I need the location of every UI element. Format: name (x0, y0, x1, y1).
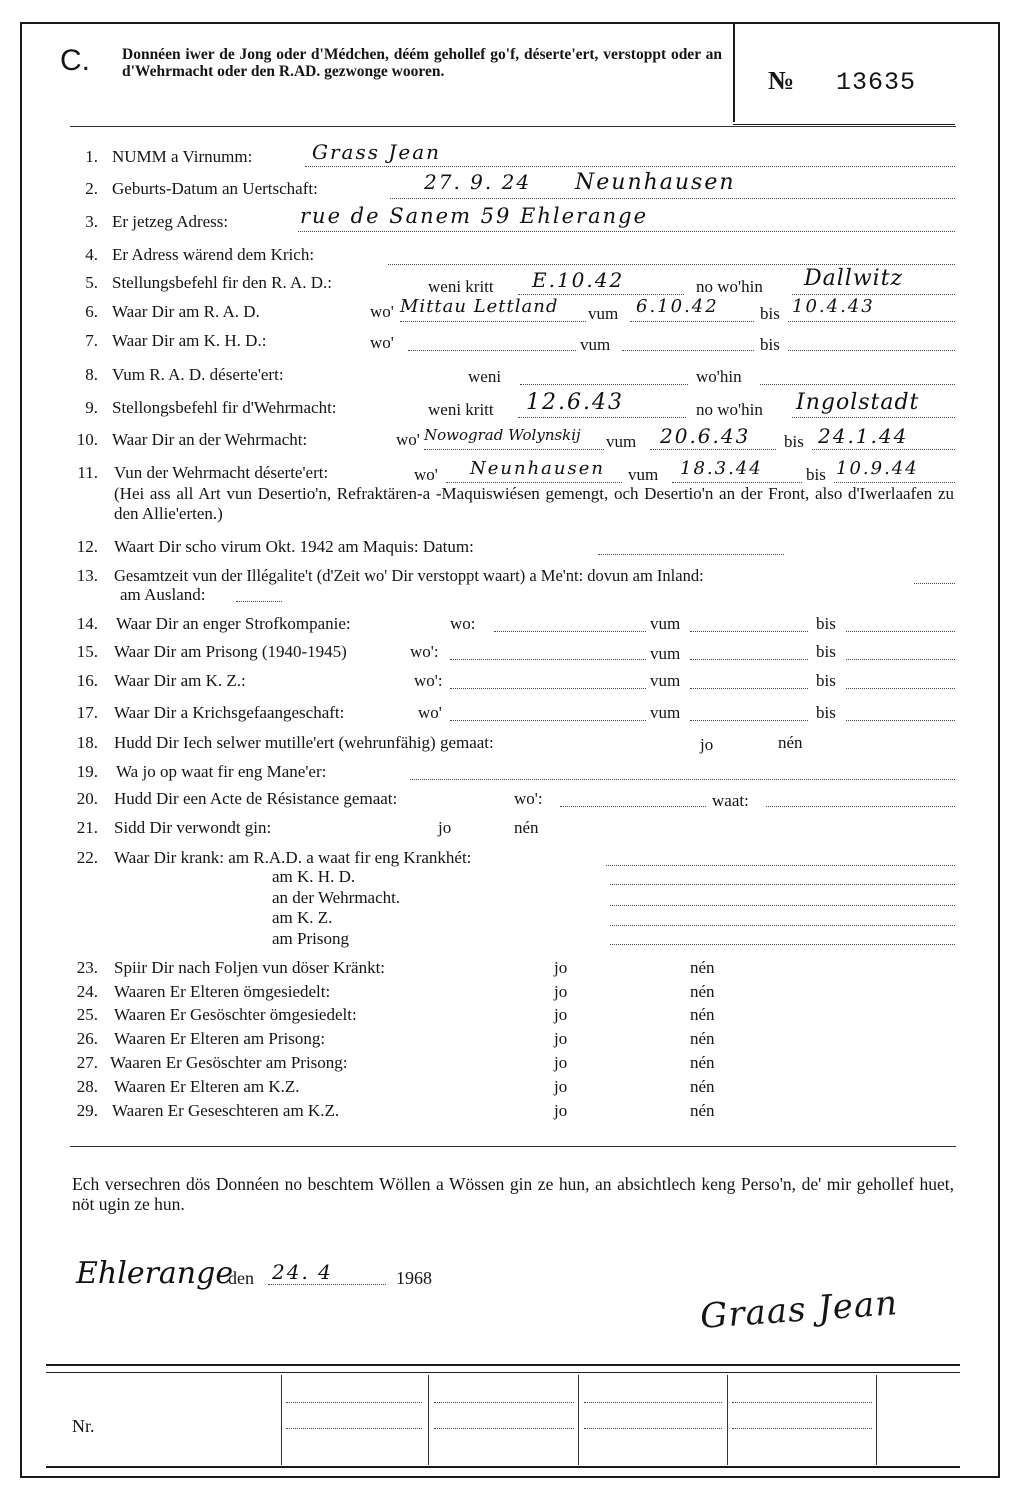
row-number: 23. (76, 958, 98, 977)
footer-fill-line (584, 1402, 722, 1403)
field-label: Hudd Dir Iech selwer mutille'ert (wehrunfähig) gemaat: (114, 733, 494, 752)
vum-label: vum (606, 432, 637, 451)
row-number: 26. (76, 1029, 98, 1048)
row-number: 29. (76, 1101, 98, 1120)
row-number: 10. (76, 430, 98, 449)
sub-label: am K. H. D. (272, 867, 356, 886)
row-number: 13. (76, 566, 98, 585)
row-number: 9. (85, 398, 98, 417)
signing-place[interactable]: Ehlerange (76, 1256, 234, 1291)
header-underline (733, 124, 955, 125)
fill-line (494, 631, 646, 632)
field-label: Stellungsbefehl fir den R. A. D.: (112, 273, 333, 292)
fill-line (760, 384, 955, 385)
field-label: Waaren Er Gesöschter am Prisong: (110, 1053, 348, 1072)
field-label: Waar Dir a Krichsgefaangeschaft: (114, 703, 345, 722)
field-label: Waar Dir an der Wehrmacht: (112, 430, 308, 449)
wohin-label: wo'hin (696, 367, 742, 386)
fill-line (766, 806, 955, 807)
footer-fill-line (434, 1402, 574, 1403)
row-number: 3. (85, 212, 98, 231)
fill-line (630, 321, 754, 322)
fill-line (690, 631, 808, 632)
form-title: Donnéen iwer de Jong oder d'Médchen, déém gehollef go'f, déserte'ert, verstoppt oder an d'Wehrmacht oder den R.AD. gezwonge wooren. (122, 46, 722, 80)
fill-line (446, 482, 622, 483)
desertion-note: (Hei ass all Art vun Desertio'n, Refraktären-a -Maquiswiésen gemengt, och Desertio'n an der Front, also d'Iwerlaafen zu den Allie'erten.) (114, 484, 954, 523)
vum-label: vum (628, 465, 659, 484)
bis-label: bis (760, 304, 780, 323)
field-label: NUMM a Virnumm: (112, 147, 253, 166)
rad-to[interactable]: 10.4.43 (792, 296, 875, 317)
row-number: 12. (76, 537, 98, 556)
fill-line (236, 601, 282, 602)
fill-line (560, 806, 706, 807)
footer-column-divider (428, 1375, 429, 1465)
row-number: 15. (76, 642, 98, 661)
row-number: 5. (85, 273, 98, 292)
vum-label: vum (580, 335, 611, 354)
wo-label: wo': (514, 789, 543, 808)
fill-line (650, 449, 776, 450)
field-label: Waart Dir scho virum Okt. 1942 am Maquis: Datum: (114, 537, 474, 556)
birth-place-value[interactable]: Neunhausen (575, 170, 736, 195)
wo-label: wo' (396, 430, 420, 449)
no-option[interactable]: nén (690, 1029, 715, 1048)
rad-order-place[interactable]: Dallwitz (804, 266, 904, 291)
fill-line (690, 659, 808, 660)
sub-label: am K. Z. (272, 908, 333, 927)
bis-label: bis (816, 614, 836, 633)
no-option[interactable]: nén (690, 1005, 715, 1024)
bis-label: bis (816, 671, 836, 690)
desertion-to[interactable]: 10.9.44 (836, 458, 919, 479)
desertion-location[interactable]: Neunhausen (470, 458, 605, 479)
footer-fill-line (434, 1428, 574, 1429)
fill-line (846, 720, 955, 721)
row-number: 7. (85, 331, 98, 350)
field-label: Waaren Er Elteren am Prisong: (114, 1029, 326, 1048)
row-number: 16. (76, 671, 98, 690)
row-number: 8. (85, 365, 98, 384)
field-label: Waaren Er Elteren ömgesiedelt: (114, 982, 331, 1001)
footer-fill-line (584, 1428, 722, 1429)
wo-label: wo' (414, 465, 438, 484)
no-option[interactable]: nén (690, 1077, 715, 1096)
wo-label: wo' (370, 302, 394, 321)
wehrmacht-order-date[interactable]: 12.6.43 (526, 390, 624, 415)
fill-line (610, 884, 955, 885)
row-number: 1. (85, 147, 98, 166)
name-value[interactable]: Grass Jean (312, 140, 442, 164)
footer-top-rule (46, 1364, 960, 1366)
rad-order-date[interactable]: E.10.42 (532, 268, 625, 292)
fill-line (846, 631, 955, 632)
field-label: Hudd Dir een Acte de Résistance gemaat: (114, 789, 398, 808)
fill-line (450, 688, 646, 689)
field-label: Sidd Dir verwondt gin: (114, 818, 272, 837)
fill-line (788, 321, 955, 322)
header-divider (733, 22, 735, 122)
fill-line (520, 384, 688, 385)
fill-line (408, 350, 576, 351)
where-label: no wo'hin (696, 277, 763, 296)
row-number: 17. (76, 703, 98, 722)
fill-line (812, 449, 955, 450)
fill-line (305, 166, 955, 167)
fill-line (518, 417, 686, 418)
yes-option[interactable]: jo (554, 1029, 568, 1048)
fill-line (672, 482, 802, 483)
desertion-from[interactable]: 18.3.44 (680, 458, 763, 479)
field-label: Spiir Dir nach Foljen vun döser Kränkt: (114, 958, 386, 977)
rad-from[interactable]: 6.10.42 (636, 296, 719, 317)
number-sign: № (768, 66, 795, 95)
when-label: weni kritt (428, 277, 494, 296)
bis-label: bis (816, 703, 836, 722)
sub-label: an der Wehrmacht. (272, 888, 401, 907)
fill-line (598, 554, 784, 555)
row-number: 14. (76, 614, 98, 633)
fill-line (268, 1284, 386, 1285)
footer-column-divider (578, 1375, 579, 1465)
wo-label: wo': (414, 671, 443, 690)
footer-nr-label: Nr. (72, 1416, 95, 1436)
fill-line (450, 720, 646, 721)
row-number: 25. (76, 1005, 98, 1024)
fill-line (846, 688, 955, 689)
no-option[interactable]: nén (778, 733, 803, 752)
sub-label: am Prisong (272, 929, 349, 948)
footer-fill-line (286, 1402, 422, 1403)
where-label: no wo'hin (696, 400, 763, 419)
field-label: Wa jo op waat fir eng Mane'er: (116, 762, 327, 781)
yes-option[interactable]: jo (554, 1101, 568, 1120)
fill-line (622, 350, 754, 351)
rad-location[interactable]: Mittau Lettland (400, 296, 559, 317)
field-label: Waaren Er Elteren am K.Z. (114, 1077, 300, 1096)
fill-line (846, 659, 955, 660)
fill-line (410, 779, 955, 780)
header-separator (70, 126, 956, 127)
row-number: 27. (76, 1053, 98, 1072)
wo-label: wo' (418, 703, 442, 722)
yes-option[interactable]: jo (438, 818, 452, 837)
bis-label: bis (784, 432, 804, 451)
fill-line (690, 688, 808, 689)
weni-label: weni (468, 367, 502, 386)
vum-label: vum (650, 703, 681, 722)
vum-label: vum (650, 671, 681, 690)
yes-option[interactable]: jo (554, 982, 568, 1001)
row-number: 11. (77, 463, 98, 482)
fill-line (450, 659, 646, 660)
wo-label: wo: (450, 614, 476, 633)
no-option[interactable]: nén (690, 1101, 715, 1120)
row-number: 2. (85, 179, 98, 198)
field-label: Waaren Er Geseschteren am K.Z. (112, 1101, 340, 1120)
row-number: 24. (76, 982, 98, 1001)
no-option[interactable]: nén (690, 958, 715, 977)
when-label: weni kritt (428, 400, 494, 419)
abroad-label: am Ausland: (120, 585, 206, 604)
field-label: Waar Dir am K. H. D.: (112, 331, 267, 350)
field-label: Waar Dir am Prisong (1940-1945) (114, 642, 347, 661)
section-letter: C. (60, 44, 90, 77)
field-label: Waaren Er Gesöschter ömgesiedelt: (114, 1005, 357, 1024)
fill-line (390, 198, 955, 199)
yes-option[interactable]: jo (554, 1077, 568, 1096)
fill-line (298, 231, 955, 232)
wo-label: wo': (410, 642, 439, 661)
row-number: 22. (76, 848, 98, 867)
bis-label: bis (760, 335, 780, 354)
field-label: Stellongsbefehl fir d'Wehrmacht: (112, 398, 337, 417)
form-number: 13635 (836, 68, 917, 97)
fill-line (914, 583, 955, 584)
field-label: Er jetzeg Adress: (112, 212, 229, 231)
fill-line (400, 321, 586, 322)
footer-fill-line (732, 1428, 872, 1429)
field-label: Vun der Wehrmacht déserte'ert: (114, 463, 329, 482)
section-separator (70, 1146, 956, 1147)
field-label: Vum R. A. D. déserte'ert: (112, 365, 284, 384)
bis-label: bis (806, 465, 826, 484)
row-number: 20. (76, 789, 98, 808)
footer-fill-line (732, 1402, 872, 1403)
signature: Graas Jean (698, 1283, 900, 1337)
field-label: Waar Dir krank: am R.A.D. a waat fir eng Krankhét: (114, 848, 472, 867)
fill-line (690, 720, 808, 721)
waat-label: waat: (712, 791, 749, 810)
signing-date[interactable]: 24. 4 (272, 1260, 333, 1284)
fill-line (388, 264, 955, 265)
vum-label: vum (588, 304, 619, 323)
yes-option[interactable]: jo (554, 958, 568, 977)
wehrmacht-from[interactable]: 20.6.43 (660, 424, 751, 448)
wehrmacht-order-place[interactable]: Ingolstadt (796, 390, 920, 415)
wo-label: wo' (370, 333, 394, 352)
field-label: Waar Dir am R. A. D. (112, 302, 260, 321)
yes-option[interactable]: jo (554, 1005, 568, 1024)
field-label: Waar Dir am K. Z.: (114, 671, 246, 690)
no-option[interactable]: nén (514, 818, 539, 837)
fill-line (610, 944, 955, 945)
footer-bottom-rule (46, 1466, 960, 1468)
vum-label: vum (650, 644, 681, 663)
yes-option[interactable]: jo (554, 1053, 568, 1072)
fill-line (610, 905, 955, 906)
footer-inner-rule (46, 1372, 960, 1373)
vum-label: vum (650, 614, 681, 633)
address-value[interactable]: rue de Sanem 59 Ehlerange (300, 204, 649, 228)
row-number: 6. (85, 302, 98, 321)
row-number: 19. (76, 762, 98, 781)
no-option[interactable]: nén (690, 982, 715, 1001)
fill-line (792, 294, 955, 295)
footer-column-divider (727, 1375, 728, 1465)
bis-label: bis (816, 642, 836, 661)
row-number: 21. (76, 818, 98, 837)
fill-line (606, 865, 955, 866)
wehrmacht-to[interactable]: 24.1.44 (818, 424, 909, 448)
footer-column-divider (876, 1375, 877, 1465)
wehrmacht-location[interactable]: Nowograd Wolynskij (424, 426, 581, 444)
birth-date-value[interactable]: 27. 9. 24 (424, 170, 532, 194)
fill-line (424, 449, 604, 450)
yes-option[interactable]: jo (700, 735, 714, 754)
field-label: Gesamtzeit vun der Illégalite't (d'Zeit wo' Dir verstoppt waart) a Me'nt: dovun am Inland: (114, 566, 704, 585)
declaration-text: Ech versechren dös Donnéen no beschtem Wöllen a Wössen gin ze hun, an absichtlech keng Perso'n, de' mir gehollef huet, nöt ugin ze hun. (72, 1174, 954, 1214)
footer-column-divider (281, 1375, 282, 1465)
field-label: Waar Dir an enger Strofkompanie: (116, 614, 351, 633)
field-label: Geburts-Datum an Uertschaft: (112, 179, 318, 198)
fill-line (788, 350, 955, 351)
fill-line (792, 417, 955, 418)
fill-line (518, 294, 684, 295)
row-number: 28. (76, 1077, 98, 1096)
den-label: den (228, 1268, 254, 1288)
fill-line (834, 482, 955, 483)
no-option[interactable]: nén (690, 1053, 715, 1072)
signing-year: 1968 (396, 1268, 432, 1288)
fill-line (610, 925, 955, 926)
row-number: 4. (85, 245, 98, 264)
field-label: Er Adress wärend dem Krich: (112, 245, 315, 264)
footer-fill-line (286, 1428, 422, 1429)
row-number: 18. (76, 733, 98, 752)
